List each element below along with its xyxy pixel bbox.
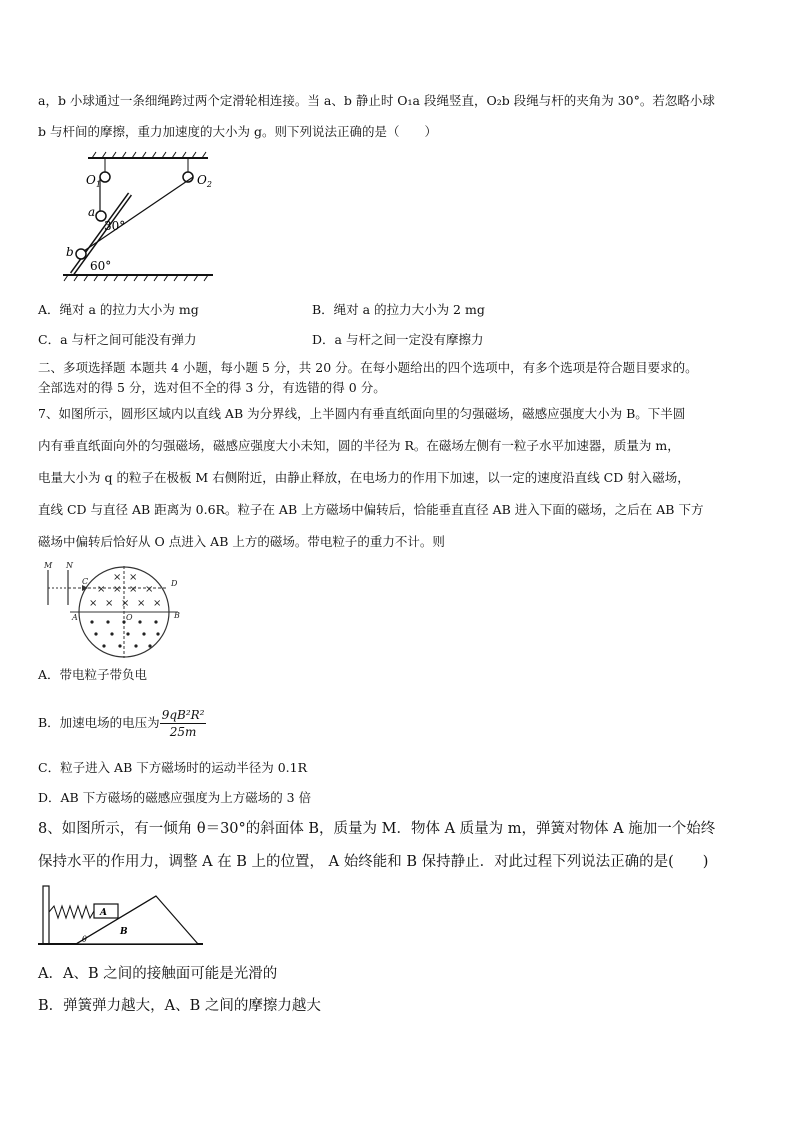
q8-option-b: B．弹簧弹力越大，A、B 之间的摩擦力越大: [38, 998, 321, 1014]
q7-stem-line4: 直线 CD 与直径 AB 距离为 0.6R。粒子在 AB 上方磁场中偏转后，恰能垂直直径 AB 进入下面的磁场，之后在 AB 下方: [38, 502, 704, 517]
svg-text:×: ×: [113, 572, 122, 583]
fraction-denominator: 25m: [169, 725, 197, 739]
svg-text:×: ×: [105, 598, 114, 609]
label-c: C: [82, 577, 89, 586]
svg-text:×: ×: [113, 584, 122, 595]
label-a7: A: [72, 613, 78, 622]
label-angle-30: 30°: [104, 219, 126, 233]
q6-stem-line2: b 与杆间的摩擦，重力加速度的大小为 g。则下列说法正确的是（ ）: [38, 124, 437, 139]
q7-option-b-fraction: [160, 707, 207, 740]
label-m: M: [44, 561, 53, 570]
q6-option-d: D．a 与杆之间一定没有摩擦力: [312, 332, 484, 347]
q8-incline-figure: [38, 884, 206, 948]
label-b7: B: [174, 611, 180, 620]
q7-option-a: A．带电粒子带负电: [38, 667, 148, 682]
q7-option-b: [38, 703, 206, 743]
fraction-numerator: 9qB²R²: [161, 708, 205, 722]
q7-option-d: D．AB 下方磁场的磁感应强度为上方磁场的 3 倍: [38, 790, 312, 805]
label-b: b: [66, 245, 74, 259]
svg-text:×: ×: [97, 584, 106, 595]
svg-text:×: ×: [153, 598, 162, 609]
q6-option-a: A．绳对 a 的拉力大小为 mg: [38, 302, 199, 317]
label-o2: $O_2$: [197, 173, 212, 189]
svg-text:×: ×: [145, 584, 154, 595]
svg-text:×: ×: [129, 584, 138, 595]
q8-stem-line1: 8、如图所示，有一倾角 θ＝30°的斜面体 B，质量为 M．物体 A 质量为 m，弹簧对物体 A 施加一个始终: [38, 821, 716, 837]
svg-text:×: ×: [137, 598, 146, 609]
svg-text:×: ×: [89, 598, 98, 609]
label-o: O: [126, 613, 133, 622]
q7-stem-line5: 磁场中偏转后恰好从 O 点进入 AB 上方的磁场。带电粒子的重力不计。则: [38, 534, 445, 549]
q8-option-a: A．A、B 之间的接触面可能是光滑的: [38, 966, 278, 982]
label-o1: $O_1$: [86, 173, 101, 189]
q6-option-b: B．绳对 a 的拉力大小为 2 mg: [312, 302, 485, 317]
label-theta: θ: [82, 935, 87, 944]
label-angle-60: 60°: [90, 259, 112, 273]
q7-magnetic-field-figure: [40, 560, 190, 660]
q7-stem-line1: 7、如图所示，圆形区域内以直线 AB 为分界线，上半圆内有垂直纸面向里的匀强磁场，磁感应强度大小为 B。下半圆: [38, 406, 686, 421]
q7-stem-line2: 内有垂直纸面向外的匀强磁场，磁感应强度大小未知，圆的半径为 R。在磁场左侧有一粒子水平加速器，质量为 m，: [38, 438, 680, 453]
q7-stem-line3: 电量大小为 q 的粒子在极板 M 右侧附近，由静止释放，在电场力的作用下加速，以一定的速度沿直线 CD 射入磁场，: [38, 470, 690, 485]
q7-option-c: C．粒子进入 AB 下方磁场时的运动半径为 0.1R: [38, 760, 307, 775]
label-n: N: [66, 561, 73, 570]
q6-pulley-figure: [58, 150, 233, 284]
svg-text:×: ×: [121, 598, 130, 609]
label-a8: A: [100, 908, 107, 918]
label-a: a: [88, 205, 96, 219]
section2-header-line2: 全部选对的得 5 分，选对但不全的得 3 分，有选错的得 0 分。: [38, 380, 386, 395]
q6-option-c: C．a 与杆之间可能没有弹力: [38, 332, 197, 347]
q7-option-b-prefix: B．加速电场的电压为: [38, 715, 160, 730]
section2-header-line1: 二、多项选择题 本题共 4 小题，每小题 5 分，共 20 分。在每小题给出的四个选项中，有多个选项是符合题目要求的。: [38, 360, 698, 375]
label-b8: B: [120, 927, 128, 937]
q6-stem-line1: a，b 小球通过一条细绳跨过两个定滑轮相连接。当 a、b 静止时 O₁a 段绳竖直，O₂b 段绳与杆的夹角为 30°。若忽略小球: [38, 93, 715, 108]
q8-stem-line2: 保持水平的作用力，调整 A 在 B 上的位置， A 始终能和 B 保持静止．对此过程下列说法正确的是( ): [38, 854, 709, 870]
label-d: D: [171, 579, 178, 588]
svg-text:×: ×: [129, 572, 138, 583]
